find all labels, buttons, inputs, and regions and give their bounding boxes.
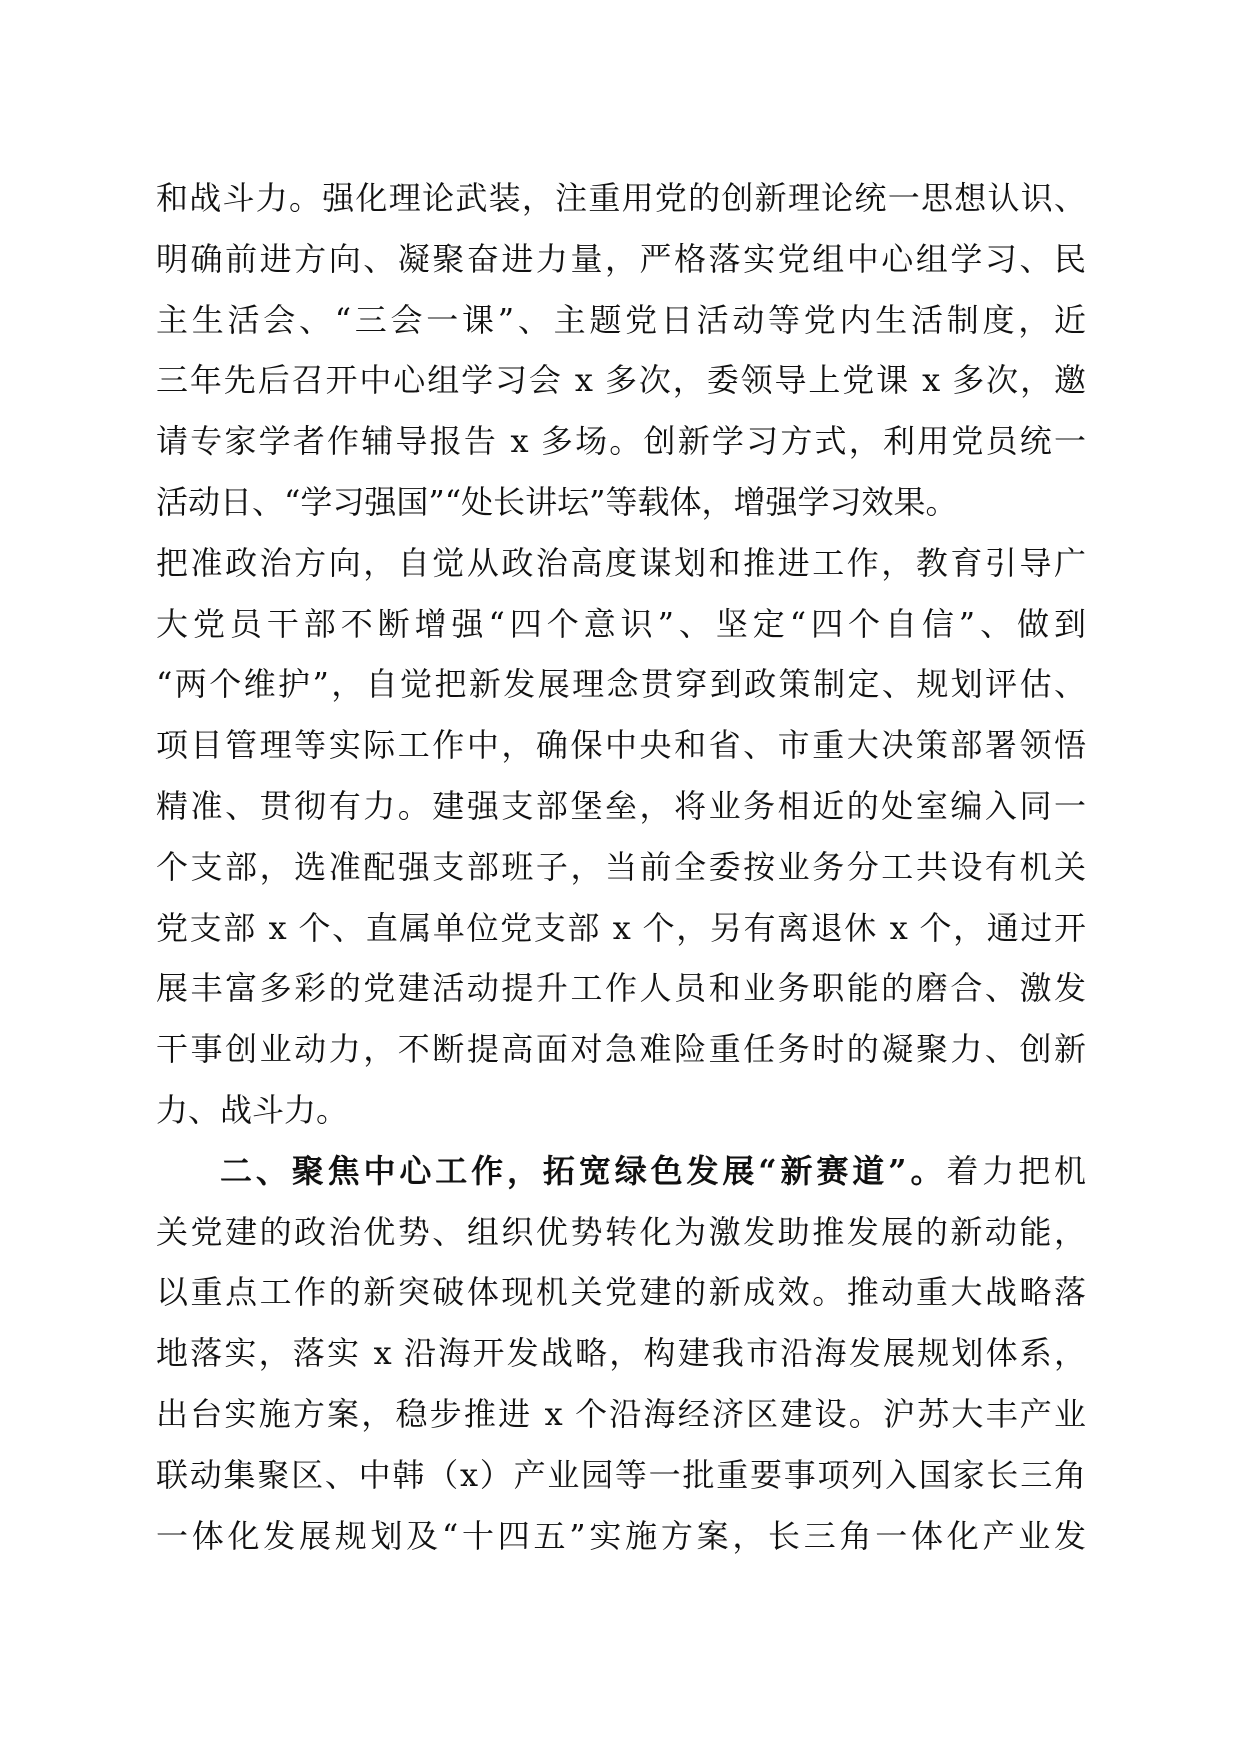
text-line: 主生活会、“三会一课”、主题党日活动等党内生活制度，近 bbox=[156, 300, 1086, 339]
text-line: 地落实，落实 x 沿海开发战略，构建我市沿海发展规划体系， bbox=[156, 1334, 1086, 1373]
text-line: 大党员干部不断增强“四个意识”、坚定“四个自信”、做到 bbox=[156, 604, 1086, 643]
section-heading: 二、聚焦中心工作，拓宽绿色发展“新赛道”。 bbox=[220, 1151, 947, 1190]
text-line: 把准政治方向，自觉从政治高度谋划和推进工作，教育引导广 bbox=[156, 543, 1086, 582]
text-run: 着力把机 bbox=[946, 1151, 1086, 1190]
document-body bbox=[156, 168, 1086, 1566]
paragraph-central-work bbox=[156, 1141, 1086, 1567]
text-line: 个支部，选准配强支部班子，当前全委按业务分工共设有机关 bbox=[156, 847, 1086, 886]
text-line: 联动集聚区、中韩（x）产业园等一批重要事项列入国家长三角 bbox=[156, 1455, 1086, 1494]
text-line: 活动日、“学习强国”“处长讲坛”等载体，增强学习效果。 bbox=[156, 482, 958, 521]
text-line: 以重点工作的新突破体现机关党建的新成效。推动重大战略落 bbox=[156, 1273, 1086, 1312]
text-line: 干事创业动力，不断提高面对急难险重任务时的凝聚力、创新 bbox=[156, 1030, 1086, 1069]
text-line: 展丰富多彩的党建活动提升工作人员和业务职能的磨合、激发 bbox=[156, 969, 1086, 1008]
text-line: 项目管理等实际工作中，确保中央和省、市重大决策部署领悟 bbox=[156, 726, 1086, 765]
text-line: 三年先后召开中心组学习会 x 多次，委领导上党课 x 多次，邀 bbox=[156, 361, 1086, 400]
text-line: “两个维护”，自觉把新发展理念贯穿到政策制定、规划评估、 bbox=[156, 665, 1086, 704]
text-line: 出台实施方案，稳步推进 x 个沿海经济区建设。沪苏大丰产业 bbox=[156, 1394, 1086, 1433]
text-line: 党支部 x 个、直属单位党支部 x 个，另有离退休 x 个，通过开 bbox=[156, 908, 1086, 947]
text-line: 明确前进方向、凝聚奋进力量，严格落实党组中心组学习、民 bbox=[156, 239, 1086, 278]
text-line: 和战斗力。强化理论武装，注重用党的创新理论统一思想认识、 bbox=[156, 179, 1086, 217]
text-line: 请专家学者作辅导报告 x 多场。创新学习方式，利用党员统一 bbox=[156, 422, 1086, 461]
paragraph-party-building bbox=[156, 168, 1086, 1141]
text-line: 一体化发展规划及“十四五”实施方案，长三角一体化产业发 bbox=[156, 1516, 1086, 1555]
text-line: 关党建的政治优势、组织优势转化为激发助推发展的新动能， bbox=[156, 1212, 1086, 1251]
text-line: 精准、贯彻有力。建强支部堡垒，将业务相近的处室编入同一 bbox=[156, 786, 1086, 825]
text-line: 力、战斗力。 bbox=[156, 1090, 349, 1129]
text-line bbox=[156, 1141, 1086, 1202]
